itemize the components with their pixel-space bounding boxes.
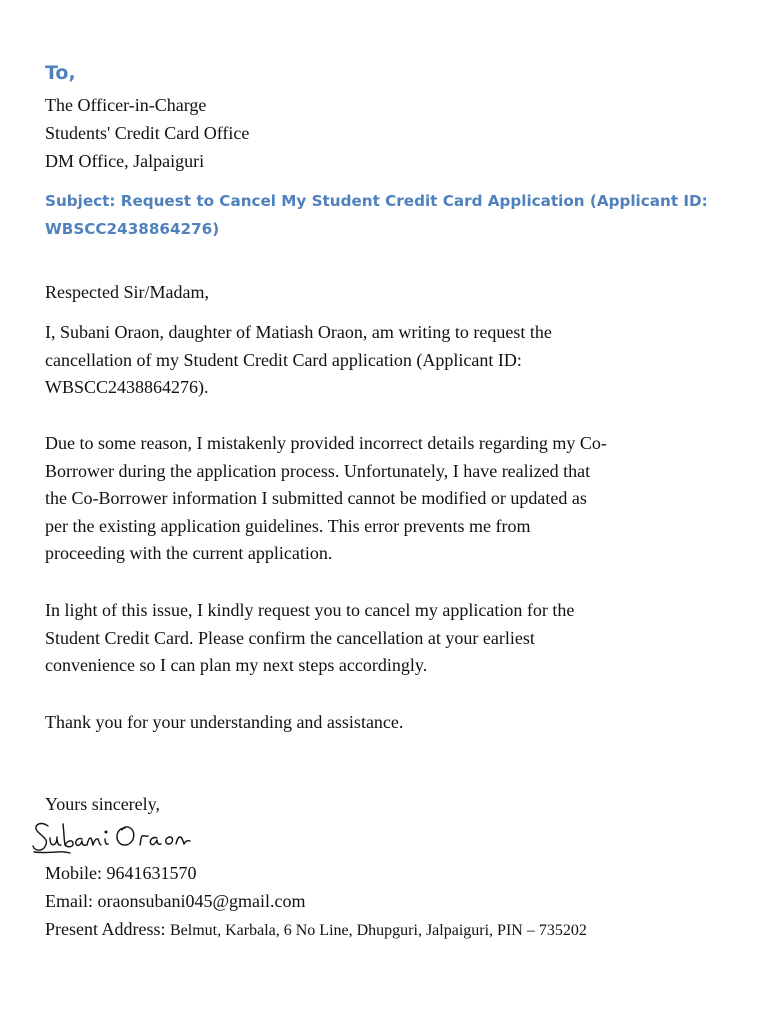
- paragraph-3-line: convenience so I can plan my next steps accordingly.: [45, 655, 428, 676]
- subject: [45, 187, 745, 243]
- paragraph-1: [45, 319, 552, 402]
- paragraph-2-line: per the existing application guidelines. This error prevents me from: [45, 515, 531, 536]
- paragraph-1-line: I, Subani Oraon, daughter of Matiash Oraon, am writing to request the: [45, 322, 552, 342]
- paragraph-3-line: In light of this issue, I kindly request you to cancel my application for the: [45, 600, 575, 620]
- to-heading: To,: [45, 62, 76, 84]
- greeting: Respected Sir/Madam,: [45, 282, 209, 302]
- signature: [30, 812, 240, 865]
- paragraph-2-line: proceeding with the current application.: [45, 543, 333, 564]
- recipient-line-1: The Officer-in-Charge: [45, 95, 207, 115]
- recipient-line-3: DM Office, Jalpaiguri: [45, 151, 205, 171]
- paragraph-2-line: Due to some reason, I mistakenly provided incorrect details regarding my Co-: [45, 433, 607, 453]
- paragraph-3: [45, 597, 574, 680]
- subject-line-2: WBSCC2438864276): [45, 220, 220, 238]
- closing: Yours sincerely,: [45, 794, 160, 814]
- signature-drawing: [30, 812, 240, 860]
- paragraph-1-line: WBSCC2438864276).: [45, 377, 209, 398]
- paragraph-2: [45, 430, 607, 568]
- thanks-line: Thank you for your understanding and assistance.: [45, 712, 404, 732]
- contact-mobile: Mobile: 9641631570: [45, 863, 197, 883]
- address-value: Belmut, Karbala, 6 No Line, Dhupguri, Jalpaiguri, PIN – 735202: [170, 922, 587, 939]
- paragraph-3-line: Student Credit Card. Please confirm the cancellation at your earliest: [45, 627, 535, 648]
- subject-line-1: Subject: Request to Cancel My Student Credit Card Application (Applicant ID:: [45, 192, 708, 210]
- recipient-line-2: Students' Credit Card Office: [45, 123, 250, 143]
- address-label: Present Address:: [45, 919, 170, 939]
- paragraph-2-line: the Co-Borrower information I submitted cannot be modified or updated as: [45, 488, 587, 509]
- paragraph-1-line: cancellation of my Student Credit Card application (Applicant ID:: [45, 349, 522, 370]
- contact-address: [45, 919, 587, 941]
- contact-email: Email: oraonsubani045@gmail.com: [45, 891, 306, 911]
- paragraph-2-line: Borrower during the application process. Unfortunately, I have realized that: [45, 460, 591, 481]
